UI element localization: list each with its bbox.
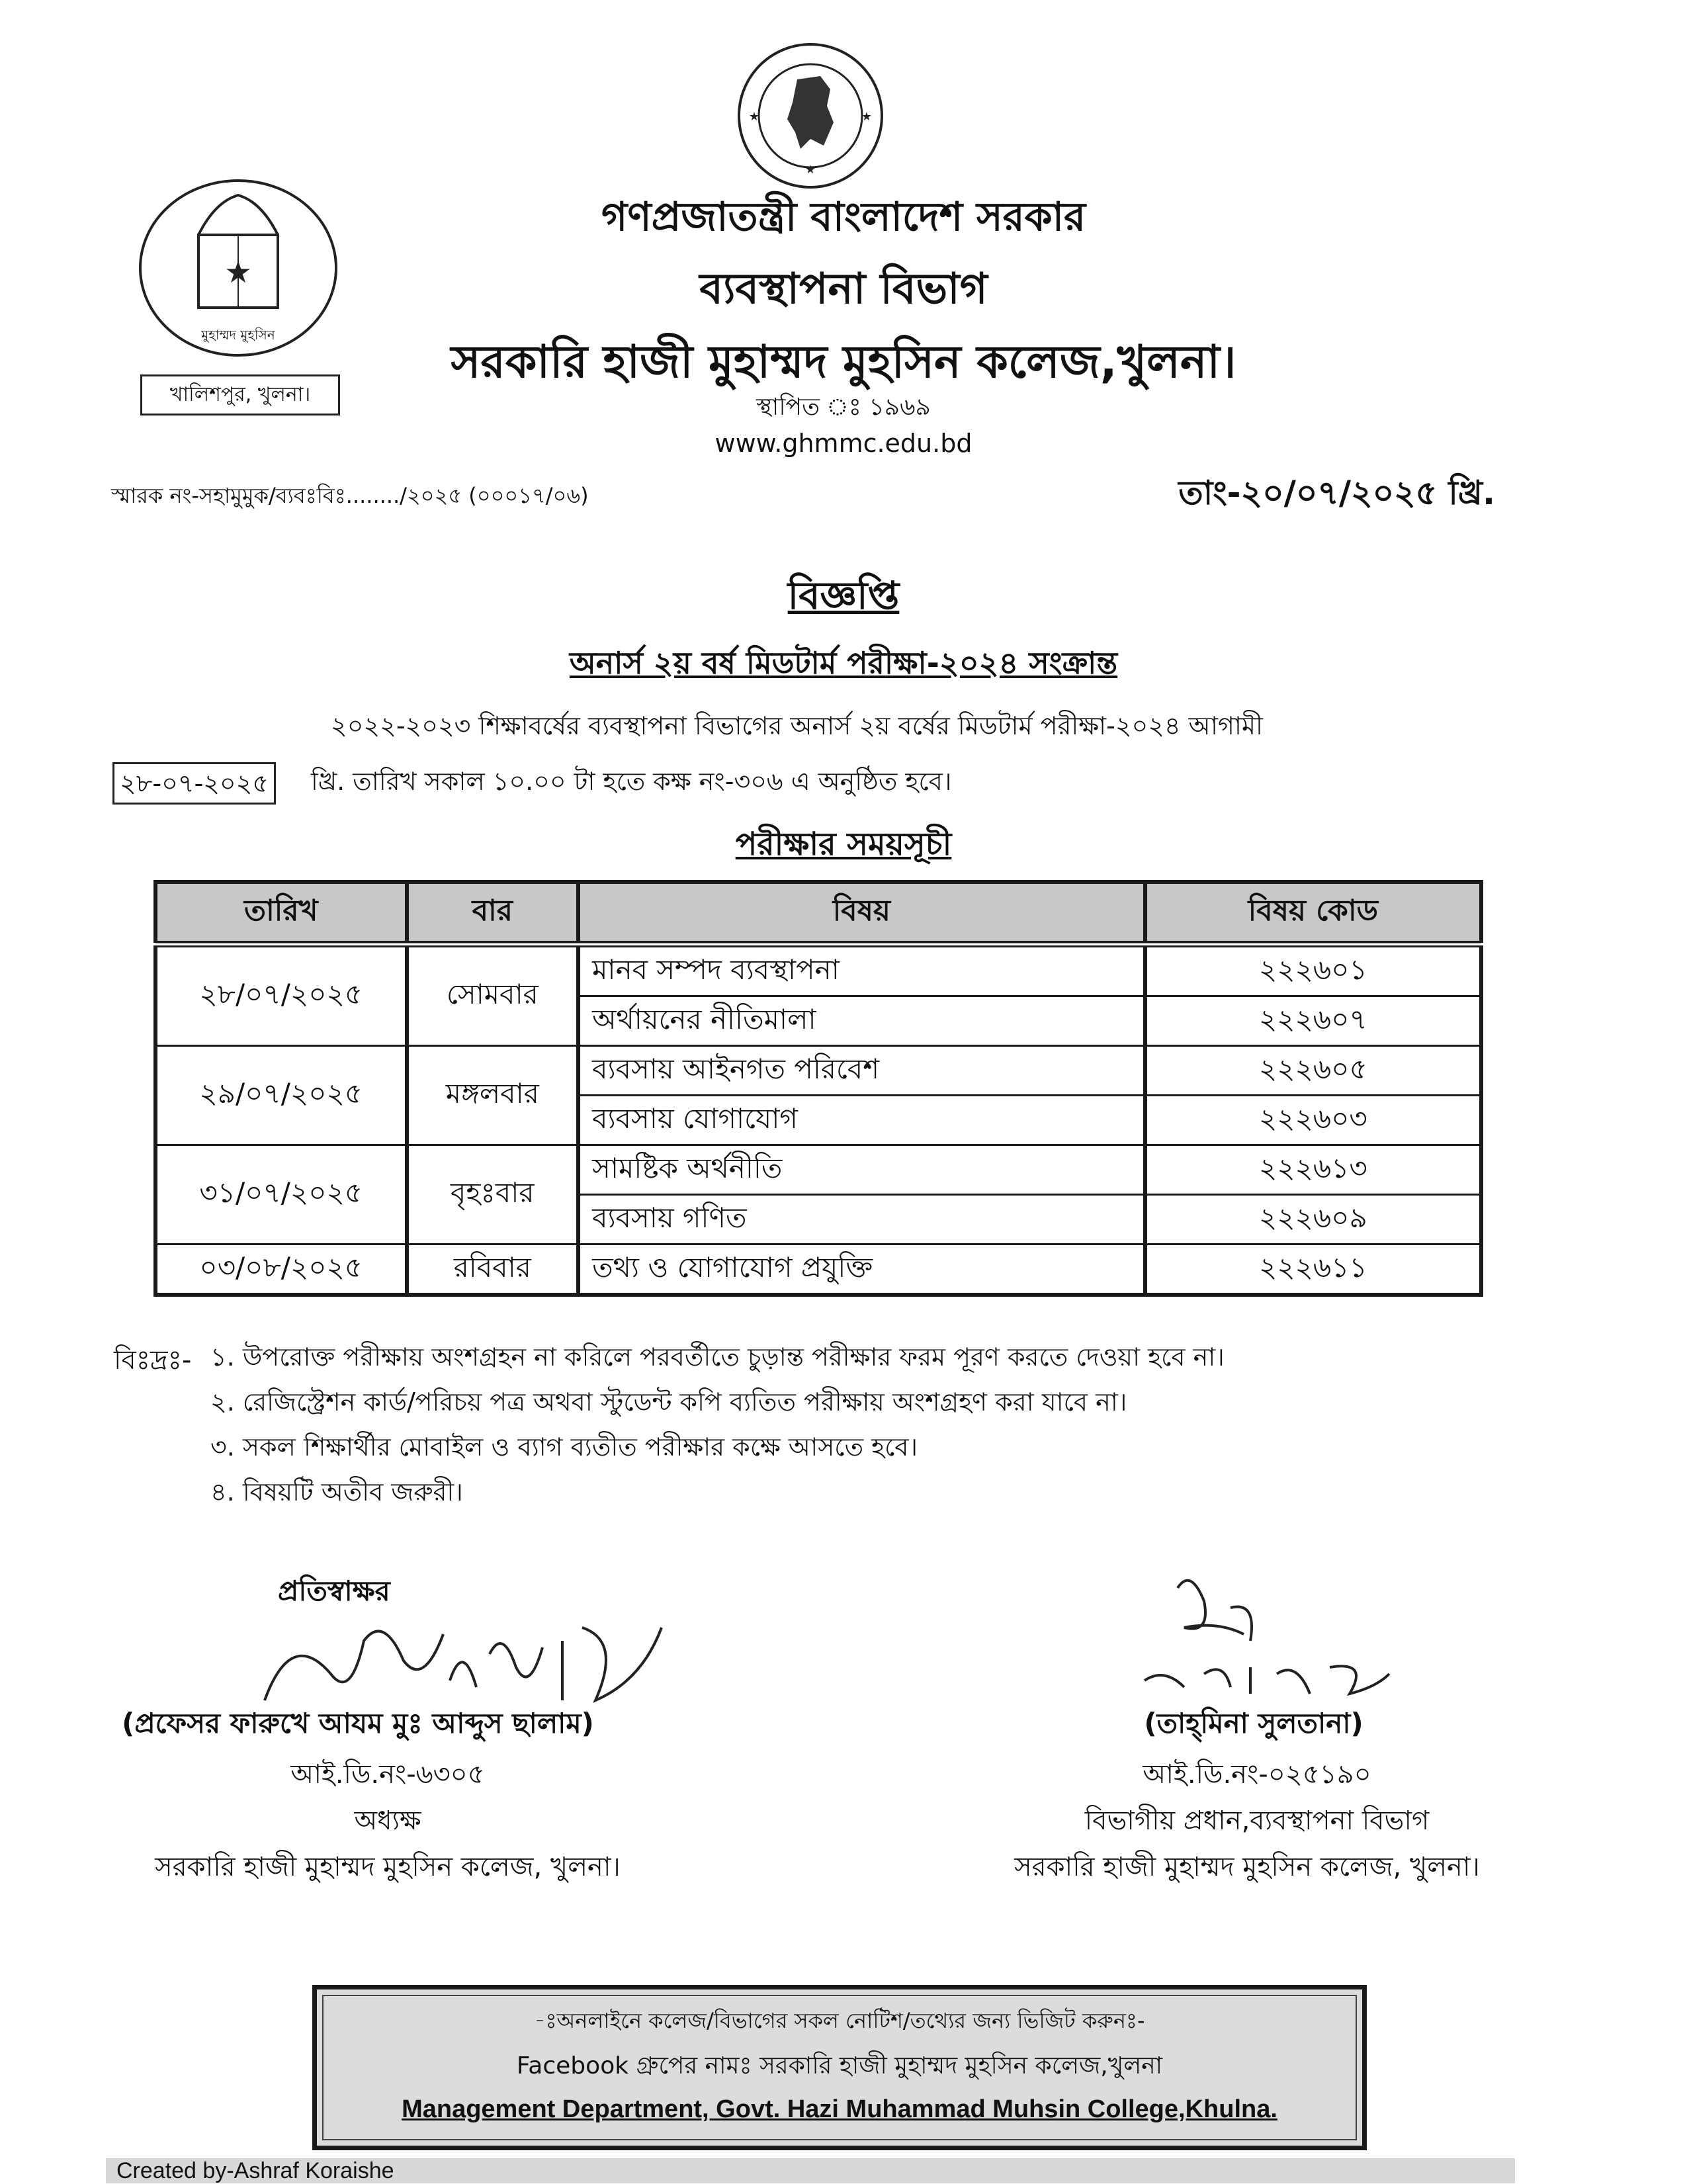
cell-subject: সামষ্টিক অর্থনীতি (578, 1145, 1145, 1195)
cell-date: ৩১/০৭/২০২৫ (155, 1145, 407, 1245)
cell-code: ২২২৬০১ (1145, 944, 1481, 996)
credit-text: Created by-Ashraf Koraishe (116, 2158, 394, 2183)
cell-day: বৃহঃবার (407, 1145, 579, 1245)
exam-start-date-box: ২৮-০৭-২০২৫ (112, 762, 276, 805)
list-item: ১. উপরোক্ত পরীক্ষায় অংশগ্রহন না করিলে পরবর্তীতে চুড়ান্ত পরীক্ষার ফরম পূরণ করতে দেওয়া হবে না। (210, 1342, 1225, 1372)
svg-text:★: ★ (224, 254, 252, 290)
head-name: (তাহ্‌মিনা সুলতানা) (1144, 1707, 1363, 1739)
cell-code: ২২২৬০৭ (1145, 996, 1481, 1046)
svg-text:★: ★ (804, 163, 816, 177)
exam-schedule-table (153, 880, 1483, 1297)
notice-paragraph-line2: খ্রি. তারিখ সকাল ১০.০০ টা হতে কক্ষ নং-৩০৬ এ অনুষ্ঠিত হবে। (311, 767, 952, 796)
cell-subject: তথ্য ও যোগাযোগ প্রযুক্তি (578, 1245, 1145, 1295)
cell-date: ২৮/০৭/২০২৫ (155, 944, 407, 1046)
footer-info-box (312, 1985, 1367, 2150)
list-item: ৩. সকল শিক্ষার্থীর মোবাইল ও ব্যাগ ব্যতীত পরীক্ষার কক্ষে আসতে হবে। (210, 1432, 918, 1462)
established-year: স্থাপিত ঃ ১৯৬৯ (756, 394, 931, 421)
principal-name: (প্রফেসর ফারুখে আযম মুঃ আব্দুস ছালাম) (122, 1707, 594, 1739)
svg-text:★: ★ (748, 110, 760, 124)
column-header-subject: বিষয় (578, 882, 1145, 944)
list-item: ২. রেজিস্ট্রেশন কার্ড/পরিচয় পত্র অথবা স্টুডেন্ট কপি ব্যতিত পরীক্ষায় অংশগ্রহণ করা যাবে না। (210, 1387, 1127, 1417)
cell-day: মঙ্গলবার (407, 1046, 579, 1145)
notice-title: বিজ্ঞপ্তি (787, 573, 900, 618)
head-signature-icon (1125, 1561, 1403, 1714)
svg-text:মুহাম্মদ মুহসিন: মুহাম্মদ মুহসিন (201, 327, 275, 343)
cell-day: রবিবার (407, 1245, 579, 1295)
cell-code: ২২২৬০৯ (1145, 1195, 1481, 1245)
cell-code: ২২২৬১৩ (1145, 1145, 1481, 1195)
table-header-row (155, 882, 1481, 944)
cell-subject: ব্যবসায় আইনগত পরিবেশ (578, 1046, 1145, 1096)
cell-date: ২৯/০৭/২০২৫ (155, 1046, 407, 1145)
header-government: গণপ্রজাতন্ত্রী বাংলাদেশ সরকার (601, 194, 1086, 240)
footer-department-link[interactable]: Management Department, Govt. Hazi Muhammad Muhsin College,Khulna. (402, 2095, 1277, 2123)
table-row (155, 1046, 1481, 1096)
svg-text:★: ★ (861, 110, 873, 124)
cell-code: ২২২৬১১ (1145, 1245, 1481, 1295)
principal-org: সরকারি হাজী মুহাম্মদ মুহসিন কলেজ, খুলনা। (155, 1852, 621, 1882)
column-header-date: তারিখ (155, 882, 407, 944)
cell-subject: মানব সম্পদ ব্যবস্থাপনা (578, 944, 1145, 996)
notice-subtitle: অনার্স ২য় বর্ষ মিডটার্ম পরীক্ষা-২০২৪ সংক্রান্ত (569, 645, 1118, 681)
principal-id: আই.ডি.নং-৬৩০৫ (290, 1759, 485, 1790)
cell-code: ২২২৬০৩ (1145, 1096, 1481, 1145)
logo-caption: খালিশপুর, খুলনা। (140, 374, 340, 415)
notes-list (210, 1339, 1534, 1519)
table-row (155, 1145, 1481, 1195)
column-header-code: বিষয় কোড (1145, 882, 1481, 944)
header-college: সরকারি হাজী মুহাম্মদ মুহসিন কলেজ,খুলনা। (451, 336, 1236, 388)
notice-paragraph-line1: ২০২২-২০২৩ শিক্ষাবর্ষের ব্যবস্থাপনা বিভাগের অনার্স ২য় বর্ষের মিডটার্ম পরীক্ষা-২০২৪ আগামী (331, 711, 1263, 740)
cell-code: ২২২৬০৫ (1145, 1046, 1481, 1096)
note-label: বিঃদ্রঃ- (114, 1345, 192, 1376)
cell-date: ০৩/০৮/২০২৫ (155, 1245, 407, 1295)
head-org: সরকারি হাজী মুহাম্মদ মুহসিন কলেজ, খুলনা। (1014, 1852, 1480, 1882)
cell-subject: অর্থায়নের নীতিমালা (578, 996, 1145, 1046)
head-role: বিভাগীয় প্রধান,ব্যবস্থাপনা বিভাগ (1084, 1806, 1430, 1836)
table-row (155, 944, 1481, 996)
header-department: ব্যবস্থাপনা বিভাগ (699, 265, 988, 314)
website-link[interactable]: www.ghmmc.edu.bd (714, 429, 973, 458)
principal-role: অধ্যক্ষ (354, 1806, 421, 1836)
head-id: আই.ডি.নং-০২৫১৯০ (1143, 1759, 1371, 1790)
countersign-label: প্রতিস্বাক্ষর (278, 1575, 390, 1607)
schedule-title: পরীক্ষার সময়সূচী (735, 826, 952, 863)
memo-date: তাং-২০/০৭/২০২৫ খ্রি. (1178, 474, 1495, 512)
cell-subject: ব্যবসায় গণিত (578, 1195, 1145, 1245)
column-header-day: বার (407, 882, 579, 944)
footer-facebook-text: Facebook গ্রুপের নামঃ সরকারি হাজী মুহাম্মদ মুহসিন কলেজ,খুলনা (516, 2052, 1163, 2079)
government-seal-icon (734, 40, 887, 192)
cell-day: সোমবার (407, 944, 579, 1046)
cell-subject: ব্যবসায় যোগাযোগ (578, 1096, 1145, 1145)
memo-reference: স্মারক নং-সহামুমুক/ব্যবঃবিঃ......../২০২৫ (০০০১৭/০৬) (111, 483, 589, 508)
footer-visit-text: -ঃঅনলাইনে কলেজ/বিভাগের সকল নোটিশ/তথ্যের জন্য ভিজিট করুনঃ- (534, 2008, 1145, 2033)
list-item: ৪. বিষয়টি অতীব জরুরী। (210, 1477, 463, 1507)
table-row (155, 1245, 1481, 1295)
